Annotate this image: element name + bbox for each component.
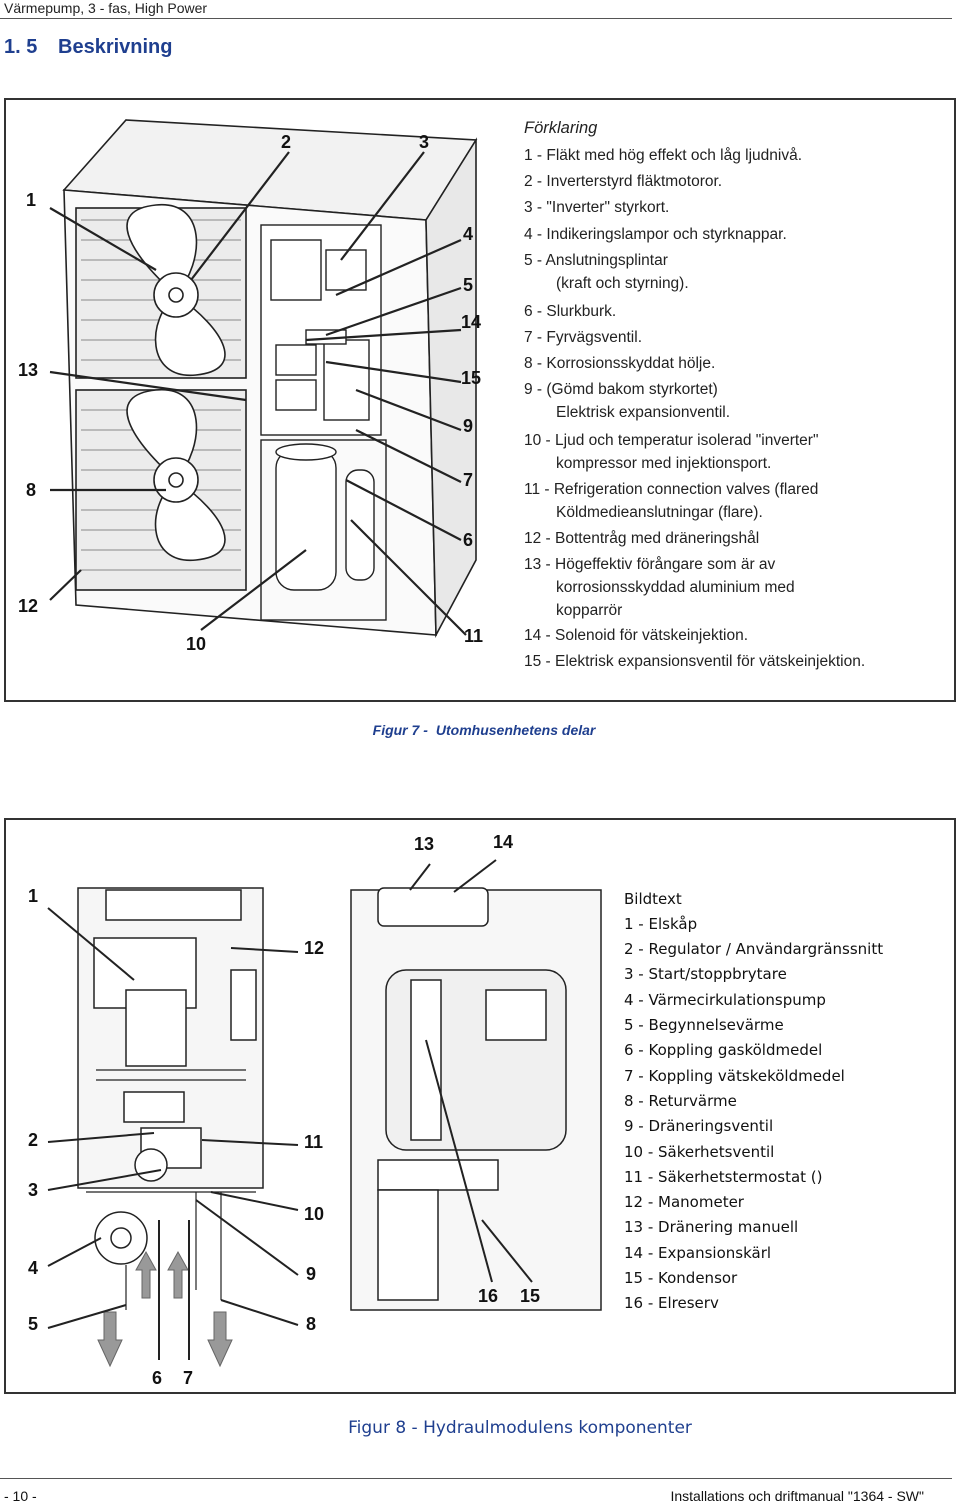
caption-label: Figur 7 - <box>372 722 428 738</box>
callout-15: 15 <box>461 368 482 388</box>
footer-rule <box>0 1478 952 1479</box>
legend-item: 4 - Värmecirkulationspump <box>624 991 826 1009</box>
legend-item: 1 - Fläkt med hög effekt och låg ljudnivå. <box>524 147 803 164</box>
legend-item-cont: Elektrisk expansionventil. <box>556 404 731 421</box>
legend-item: 9 - Dräneringsventil <box>624 1117 774 1135</box>
callout-4: 4 <box>463 224 474 244</box>
figure-7-caption <box>0 722 960 738</box>
callout-11: 11 <box>464 626 484 646</box>
legend-item: 13 - Dränering manuell <box>624 1218 799 1236</box>
callout-15: 15 <box>520 1286 541 1306</box>
legend-item: 10 - Säkerhetsventil <box>624 1143 775 1161</box>
callout-8: 8 <box>306 1314 317 1334</box>
legend-item: 3 - Start/stoppbrytare <box>624 965 787 983</box>
legend-item: 5 - Begynnelsevärme <box>624 1016 784 1034</box>
callout-1: 1 <box>28 886 39 906</box>
callout-6: 6 <box>152 1368 163 1388</box>
figure-8-caption: Figur 8 - Hydraulmodulens komponenter <box>348 1418 692 1438</box>
legend-item: 15 - Elektrisk expansionsventil för vätskeinjektion. <box>524 653 866 670</box>
section-title: Beskrivning <box>58 36 173 58</box>
figure-8-legend <box>624 890 944 1320</box>
callout-2: 2 <box>28 1130 39 1150</box>
legend-item: 7 - Fyrvägsventil. <box>524 329 643 346</box>
hydraulic-module-illustration <box>6 820 606 1392</box>
legend-item: 9 - (Gömd bakom styrkortet) <box>524 381 718 398</box>
callout-2: 2 <box>281 132 292 152</box>
caption-text: Utomhusenhetens delar <box>435 722 596 738</box>
legend-item: 12 - Bottentråg med dräneringshål <box>524 530 760 547</box>
callout-10: 10 <box>186 634 207 654</box>
manual-title: Installations och driftmanual "1364 - SW" <box>670 1488 924 1504</box>
callout-14: 14 <box>493 832 514 852</box>
callout-4: 4 <box>28 1258 39 1278</box>
legend-item-cont: kopparrör <box>556 602 623 619</box>
legend-item: 3 - "Inverter" styrkort. <box>524 199 670 216</box>
legend-item: 16 - Elreserv <box>624 1294 719 1312</box>
legend-item: 15 - Kondensor <box>624 1269 738 1287</box>
callout-7: 7 <box>463 470 474 490</box>
callout-3: 3 <box>28 1180 39 1200</box>
header-rule <box>0 18 952 19</box>
callout-13: 13 <box>18 360 39 380</box>
legend-item: 14 - Solenoid för vätskeinjektion. <box>524 627 749 644</box>
legend-item: 14 - Expansionskärl <box>624 1244 772 1262</box>
legend-item: 12 - Manometer <box>624 1193 744 1211</box>
legend-item-cont: (kraft och styrning). <box>556 275 689 292</box>
figure-7-legend <box>524 120 949 680</box>
legend-item: 5 - Anslutningsplintar <box>524 252 668 269</box>
legend-item: 7 - Koppling vätskeköldmedel <box>624 1067 845 1085</box>
legend-item-cont: Köldmedieanslutningar (flare). <box>556 504 763 521</box>
legend-item: 11 - Refrigeration connection valves (flared <box>524 481 819 498</box>
legend-item-cont: kompressor med injektionsport. <box>556 455 772 472</box>
callout-13: 13 <box>414 834 435 854</box>
legend-title: Förklaring <box>524 119 598 137</box>
section-heading <box>4 36 172 59</box>
page-number: - 10 - <box>4 1488 37 1504</box>
legend-item: 2 - Regulator / Användargränssnitt <box>624 940 884 958</box>
outdoor-unit-illustration <box>6 100 516 700</box>
callout-10: 10 <box>304 1204 325 1224</box>
callout-3: 3 <box>419 132 430 152</box>
legend-item: 4 - Indikeringslampor och styrknappar. <box>524 226 787 243</box>
callout-11: 11 <box>304 1132 324 1152</box>
legend-item-cont: korrosionsskyddad aluminium med <box>556 579 795 596</box>
callout-1: 1 <box>26 190 37 210</box>
legend-item: 6 - Slurkburk. <box>524 303 617 320</box>
callout-14: 14 <box>461 312 482 332</box>
legend-item: 10 - Ljud och temperatur isolerad "inverter" <box>524 432 819 449</box>
legend-item: 11 - Säkerhetstermostat () <box>624 1168 823 1186</box>
callout-8: 8 <box>26 480 37 500</box>
callout-12: 12 <box>18 596 39 616</box>
figure-7-frame <box>4 98 956 702</box>
legend-item: 8 - Returvärme <box>624 1092 737 1110</box>
callout-5: 5 <box>28 1314 39 1334</box>
figure-8-frame <box>4 818 956 1394</box>
callout-9: 9 <box>463 416 474 436</box>
section-number: 1. 5 <box>4 36 38 58</box>
legend-item: 1 - Elskåp <box>624 915 698 933</box>
callout-9: 9 <box>306 1264 317 1284</box>
legend-item: 13 - Högeffektiv förångare som är av <box>524 556 776 573</box>
callout-12: 12 <box>304 938 325 958</box>
running-header: Värmepump, 3 - fas, High Power <box>4 0 208 16</box>
callout-5: 5 <box>463 275 474 295</box>
callout-6: 6 <box>463 530 474 550</box>
legend-item: 6 - Koppling gasköldmedel <box>624 1041 823 1059</box>
callout-7: 7 <box>183 1368 194 1388</box>
callout-16: 16 <box>478 1286 499 1306</box>
legend-title: Bildtext <box>624 890 682 908</box>
legend-item: 8 - Korrosionsskyddat hölje. <box>524 355 716 372</box>
legend-item: 2 - Inverterstyrd fläktmotoror. <box>524 173 723 190</box>
